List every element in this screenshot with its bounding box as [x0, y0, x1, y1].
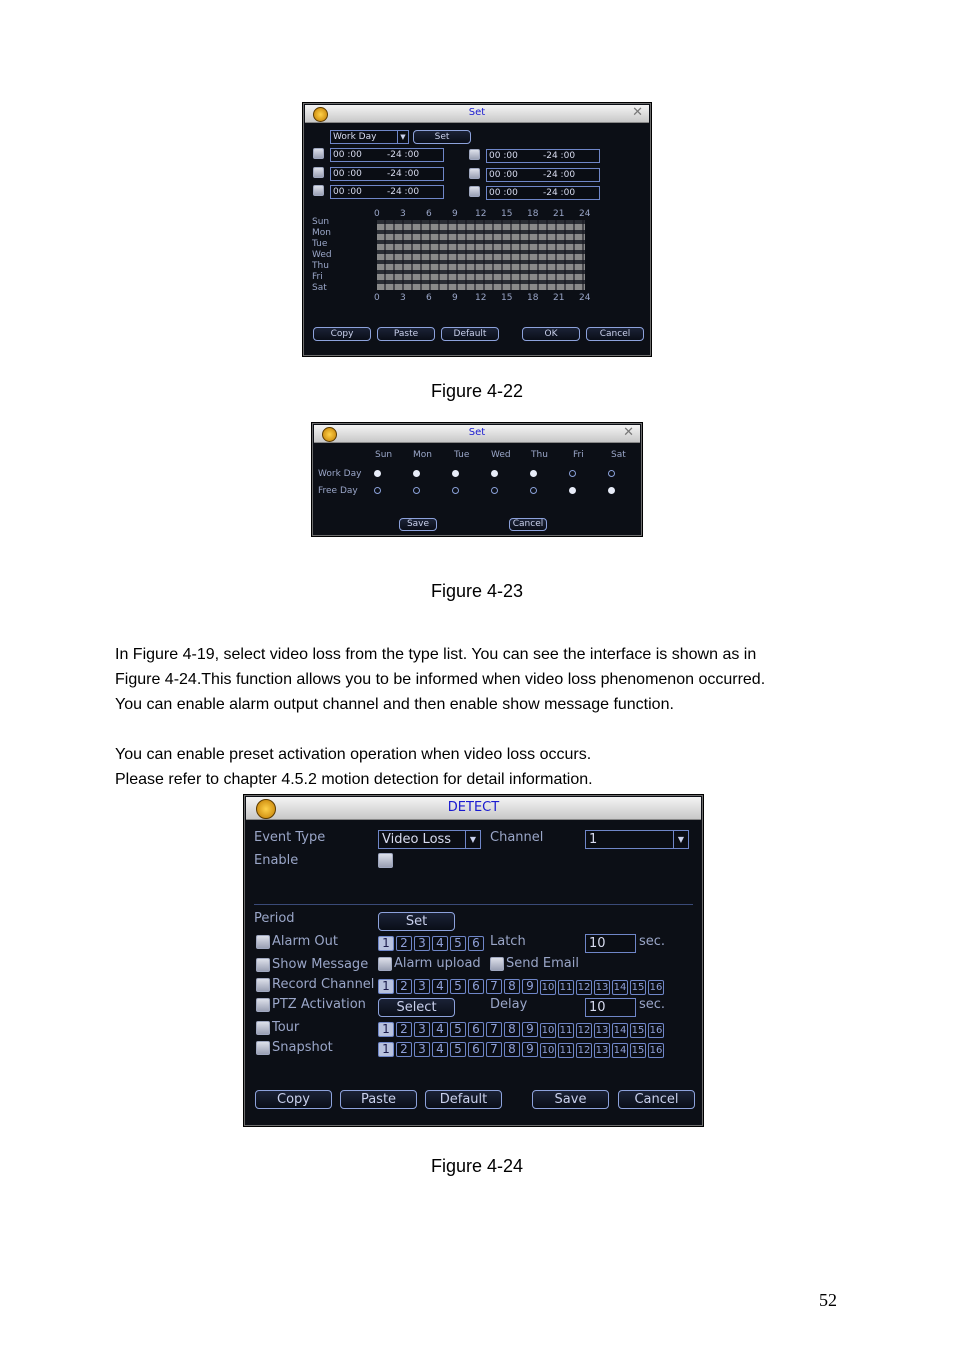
alarm-upload-label: Alarm upload [394, 956, 481, 971]
ptz-activation-checkbox[interactable] [256, 998, 270, 1012]
channel-toggle[interactable]: 8 [504, 1042, 520, 1057]
channel-toggle[interactable]: 4 [432, 936, 448, 951]
text-line: Please refer to chapter 4.5.2 motion detection for detail information. [115, 771, 593, 788]
channel-toggle[interactable]: 11 [559, 1045, 573, 1056]
caption-figure-4-22: Figure 4-22 [430, 381, 524, 401]
copy-button[interactable]: Copy [313, 327, 371, 341]
set-button[interactable]: Set [378, 912, 455, 931]
body-paragraph-2 [115, 742, 593, 792]
delay-input[interactable]: 10 [585, 998, 636, 1017]
ptz-activation-label: PTZ Activation [272, 997, 366, 1012]
dialog-title: Set [468, 427, 486, 438]
work-day-radio[interactable] [413, 470, 420, 477]
channel-toggle[interactable]: 16 [649, 1045, 663, 1056]
channel-toggle[interactable]: 7 [486, 979, 502, 994]
chevron-down-icon: ▼ [397, 131, 408, 143]
close-icon[interactable]: ✕ [632, 105, 643, 120]
work-day-label: Work Day [318, 469, 362, 479]
channel-toggle[interactable]: 1 [378, 936, 394, 951]
delay-label: Delay [490, 997, 528, 1012]
alarm-out-label: Alarm Out [272, 934, 338, 949]
day-label: Fri [312, 272, 323, 282]
channel-toggle[interactable]: 3 [414, 979, 430, 994]
period-2-time[interactable]: 00 :00 -24 :00 [330, 167, 444, 181]
period-3-checkbox[interactable] [313, 185, 324, 196]
channel-toggle[interactable]: 13 [595, 1025, 609, 1036]
page-number: 52 [819, 1290, 837, 1310]
channel-toggle[interactable]: 13 [595, 982, 609, 993]
day-label: Mon [413, 450, 432, 460]
day-label: Sun [312, 217, 330, 227]
chevron-down-icon: ▼ [465, 831, 480, 848]
figure-4-23-set-dialog [311, 422, 643, 537]
free-day-radio[interactable] [569, 487, 576, 494]
tour-label: Tour [272, 1020, 300, 1035]
period-3-time[interactable]: 00 :00 -24 :00 [330, 185, 444, 199]
channel-toggle[interactable]: 2 [396, 936, 412, 951]
channel-toggle[interactable]: 6 [468, 936, 484, 951]
channel-toggle[interactable]: 11 [559, 1025, 573, 1036]
channel-toggle[interactable]: 9 [522, 1022, 538, 1037]
channel-toggle[interactable]: 9 [522, 1042, 538, 1057]
hour-label: 15 [501, 209, 513, 219]
cancel-button[interactable]: Cancel [618, 1090, 695, 1109]
event-type-select[interactable] [378, 830, 481, 849]
hour-label: 18 [527, 209, 539, 219]
paste-button[interactable]: Paste [340, 1090, 417, 1109]
paste-button[interactable]: Paste [377, 327, 435, 341]
record-channel-group [378, 977, 666, 995]
hour-label: 6 [426, 293, 432, 303]
channel-toggle[interactable]: 10 [541, 982, 555, 993]
period-5-time[interactable]: 00 :00 -24 :00 [486, 168, 600, 182]
channel-toggle[interactable]: 10 [541, 1045, 555, 1056]
delay-unit: sec. [639, 997, 666, 1012]
hour-label: 0 [374, 293, 380, 303]
channel-toggle[interactable]: 4 [432, 979, 448, 994]
dialog-title: Set [468, 107, 486, 118]
snapshot-checkbox[interactable] [256, 1041, 270, 1055]
ok-button[interactable]: OK [522, 327, 580, 341]
text-line: In Figure 4-19, select video loss from the type list. You can see the interface is shown as in [115, 646, 757, 663]
day-label: Wed [312, 250, 332, 260]
send-email-label: Send Email [506, 956, 579, 971]
day-label: Fri [573, 450, 584, 460]
period-6-time[interactable]: 00 :00 -24 :00 [486, 186, 600, 200]
free-day-radio[interactable] [530, 487, 537, 494]
free-day-radio[interactable] [452, 487, 459, 494]
hour-label: 6 [426, 209, 432, 219]
chevron-down-icon: ▼ [673, 831, 688, 848]
channel-toggle[interactable]: 5 [450, 979, 466, 994]
hour-label: 24 [579, 293, 591, 303]
body-paragraph-1 [115, 642, 765, 717]
channel-toggle[interactable]: 7 [486, 1042, 502, 1057]
close-icon[interactable]: ✕ [623, 425, 634, 440]
period-select[interactable] [330, 130, 409, 144]
record-channel-label: Record Channel [272, 977, 375, 992]
channel-toggle[interactable]: 13 [595, 1045, 609, 1056]
alarm-upload-checkbox[interactable] [378, 957, 392, 971]
channel-toggle[interactable]: 6 [468, 1042, 484, 1057]
work-day-radio[interactable] [569, 470, 576, 477]
channel-label: Channel [490, 830, 544, 845]
show-message-checkbox[interactable] [256, 958, 270, 972]
hour-label: 12 [475, 293, 487, 303]
channel-toggle[interactable]: 14 [613, 1045, 627, 1056]
channel-toggle[interactable]: 16 [649, 1025, 663, 1036]
enable-checkbox[interactable] [378, 853, 393, 868]
text-line: You can enable alarm output channel and then enable show message function. [115, 696, 674, 713]
period-select-value: Work Day [333, 132, 377, 142]
hour-label: 9 [452, 293, 458, 303]
event-type-value: Video Loss [382, 832, 452, 847]
day-label: Tue [312, 239, 328, 249]
enable-label: Enable [254, 853, 299, 868]
hour-label: 9 [452, 209, 458, 219]
channel-toggle[interactable]: 4 [432, 1022, 448, 1037]
free-day-label: Free Day [318, 486, 358, 496]
channel-toggle[interactable]: 1 [378, 1022, 394, 1037]
text-line: Figure 4-24.This function allows you to be informed when video loss phenomenon occurred. [115, 671, 766, 688]
set-button[interactable]: Set [413, 130, 471, 144]
work-day-radio[interactable] [491, 470, 498, 477]
hour-label: 21 [553, 293, 565, 303]
period-6-checkbox[interactable] [469, 186, 480, 197]
tour-checkbox[interactable] [256, 1021, 270, 1035]
channel-toggle[interactable]: 15 [631, 982, 645, 993]
channel-toggle[interactable]: 6 [468, 1022, 484, 1037]
period-5-checkbox[interactable] [469, 168, 480, 179]
cancel-button[interactable]: Cancel [509, 518, 547, 531]
day-label: Thu [531, 450, 548, 460]
day-label: Sat [312, 283, 327, 293]
record-channel-checkbox[interactable] [256, 978, 270, 992]
channel-toggle[interactable]: 14 [613, 982, 627, 993]
channel-toggle[interactable]: 4 [432, 1042, 448, 1057]
day-label: Wed [491, 450, 511, 460]
channel-toggle[interactable]: 15 [631, 1045, 645, 1056]
channel-toggle[interactable]: 3 [414, 1042, 430, 1057]
free-day-radio[interactable] [374, 487, 381, 494]
period-1-time[interactable]: 00 :00 -24 :00 [330, 148, 444, 162]
channel-toggle[interactable]: 2 [396, 1042, 412, 1057]
channel-toggle[interactable]: 1 [378, 979, 394, 994]
caption-figure-4-23: Figure 4-23 [430, 581, 524, 601]
divider [254, 904, 693, 905]
channel-toggle[interactable]: 9 [522, 979, 538, 994]
day-label: Thu [312, 261, 329, 271]
hour-label: 24 [579, 209, 591, 219]
cancel-button[interactable]: Cancel [586, 327, 644, 341]
day-label: Sat [611, 450, 626, 460]
latch-input[interactable]: 10 [585, 934, 636, 953]
copy-button[interactable]: Copy [255, 1090, 332, 1109]
send-email-checkbox[interactable] [490, 957, 504, 971]
alarm-out-checkbox[interactable] [256, 935, 270, 949]
period-4-checkbox[interactable] [469, 149, 480, 160]
select-button[interactable]: Select [378, 998, 455, 1017]
save-button[interactable]: Save [399, 518, 437, 531]
channel-toggle[interactable]: 8 [504, 1022, 520, 1037]
channel-toggle[interactable]: 5 [450, 1022, 466, 1037]
hour-label: 3 [400, 209, 406, 219]
period-4-time[interactable]: 00 :00 -24 :00 [486, 149, 600, 163]
channel-toggle[interactable]: 11 [559, 982, 573, 993]
channel-toggle[interactable]: 16 [649, 982, 663, 993]
channel-value: 1 [589, 832, 598, 847]
free-day-radio[interactable] [413, 487, 420, 494]
caption-figure-4-24: Figure 4-24 [430, 1156, 524, 1176]
day-label: Tue [454, 450, 470, 460]
channel-toggle[interactable]: 2 [396, 979, 412, 994]
day-label: Mon [312, 228, 331, 238]
hour-label: 21 [553, 209, 565, 219]
show-message-label: Show Message [272, 957, 369, 972]
channel-toggle[interactable]: 2 [396, 1022, 412, 1037]
channel-toggle[interactable]: 8 [504, 979, 520, 994]
channel-select[interactable] [585, 830, 689, 849]
work-day-radio[interactable] [608, 470, 615, 477]
figure-4-24-detect-dialog [243, 794, 704, 1127]
schedule-grid[interactable] [377, 220, 585, 290]
titlebar [314, 425, 640, 443]
save-button[interactable]: Save [532, 1090, 609, 1109]
titlebar [305, 105, 649, 123]
default-button[interactable]: Default [425, 1090, 502, 1109]
channel-toggle[interactable]: 12 [577, 982, 591, 993]
work-day-radio[interactable] [530, 470, 537, 477]
hour-label: 3 [400, 293, 406, 303]
default-button[interactable]: Default [441, 327, 499, 341]
text-line: You can enable preset activation operation when video loss occurs. [115, 746, 592, 763]
channel-toggle[interactable]: 10 [541, 1025, 555, 1036]
free-day-radio[interactable] [608, 487, 615, 494]
hour-label: 15 [501, 293, 513, 303]
period-1-checkbox[interactable] [313, 148, 324, 159]
channel-toggle[interactable]: 15 [631, 1025, 645, 1036]
titlebar [246, 797, 701, 820]
channel-toggle[interactable]: 7 [486, 1022, 502, 1037]
channel-toggle[interactable]: 5 [450, 936, 466, 951]
free-day-radio[interactable] [491, 487, 498, 494]
tour-channel-group [378, 1020, 666, 1038]
channel-toggle[interactable]: 14 [613, 1025, 627, 1036]
channel-toggle[interactable]: 12 [577, 1045, 591, 1056]
dialog-title: DETECT [447, 800, 500, 815]
period-2-checkbox[interactable] [313, 167, 324, 178]
snapshot-label: Snapshot [272, 1040, 333, 1055]
figure-4-22-set-dialog [302, 102, 652, 357]
channel-toggle[interactable]: 12 [577, 1025, 591, 1036]
day-label: Sun [375, 450, 393, 460]
channel-toggle[interactable]: 3 [414, 936, 430, 951]
hour-label: 12 [475, 209, 487, 219]
snapshot-channel-group [378, 1040, 666, 1058]
channel-toggle[interactable]: 3 [414, 1022, 430, 1037]
work-day-radio[interactable] [374, 470, 381, 477]
channel-toggle[interactable]: 1 [378, 1042, 394, 1057]
channel-toggle[interactable]: 5 [450, 1042, 466, 1057]
hour-label: 0 [374, 209, 380, 219]
period-label: Period [254, 911, 295, 926]
alarm-out-channel-group [378, 934, 486, 952]
event-type-label: Event Type [254, 830, 326, 845]
latch-label: Latch [490, 934, 526, 949]
channel-toggle[interactable]: 6 [468, 979, 484, 994]
work-day-radio[interactable] [452, 470, 459, 477]
hour-label: 18 [527, 293, 539, 303]
latch-unit: sec. [639, 934, 666, 949]
